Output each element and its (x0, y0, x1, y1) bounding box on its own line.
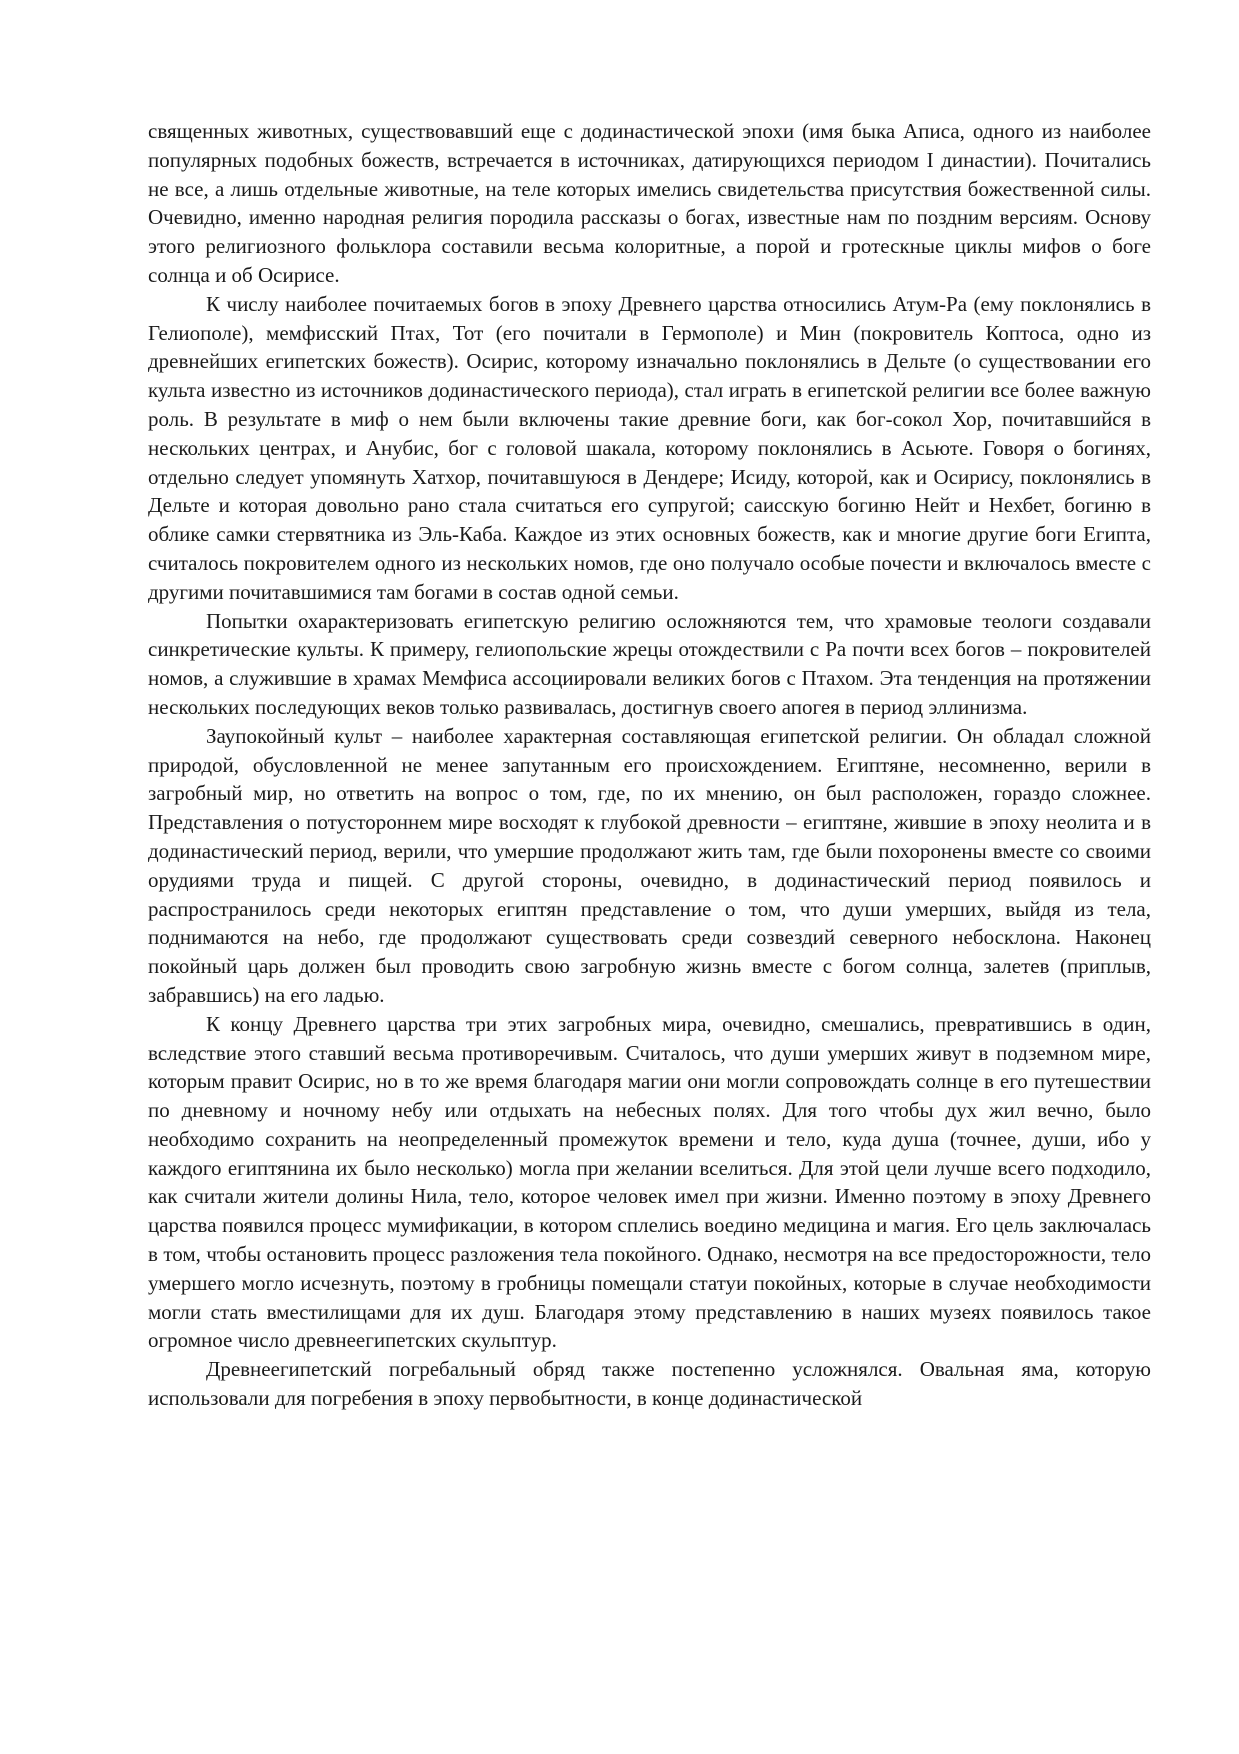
paragraph-3: Попытки охарактеризовать египетскую религию осложняются тем, что храмовые теологи создавали синкретические культы. К примеру, гелиопольские жрецы отождествили с Ра почти всех богов – покровителей номов, а служившие в храмах Мемфиса ассоциировали великих богов с Птахом. Эта тенденция на протяжении нескольких последующих веков только развивалась, достигнув своего апогея в период эллинизма. (148, 608, 1151, 719)
paragraph-6: Древнеегипетский погребальный обряд также постепенно усложнялся. Овальная яма, которую использовали для погребения в эпоху первобытности, в конце додинастической (148, 1357, 1151, 1411)
paragraph-2: К числу наиболее почитаемых богов в эпоху Древнего царства относились Атум-Ра (ему поклонялись в Гелиополе), мемфисский Птах, Тот (его почитали в Гермополе) и Мин (покровитель Коптоса, одно из древнейших египетских божеств). Осирис, которому изначально поклонялись в Дельте (о существовании его культа известно из источников додинастического периода), стал играть в египетской религии все более важную роль. В результате в миф о нем были включены такие древние боги, как бог-сокол Хор, почитавшийся в нескольких центрах, и Анубис, бог с головой шакала, которому поклонялись в Асьюте. Говоря о богинях, отдельно следует упомянуть Хатхор, почитавшуюся в Дендере; Исиду, которой, как и Осирису, поклонялись в Дельте и которая довольно рано стала считаться его супругой; саисскую богиню Нейт и Нехбет, богиню в облике самки стервятника из Эль-Каба. Каждое из этих основных божеств, как и многие другие боги Египта, считалось покровителем одного из нескольких номов, где оно получало особые почести и включалось вместе с другими почитавшимися там богами в состав одной семьи. (148, 291, 1151, 604)
paragraph-1: священных животных, существовавший еще с додинастической эпохи (имя быка Аписа, одного из наиболее популярных подобных божеств, встречается в источниках, датирующихся периодом I династии). Почитались не все, а лишь отдельные животные, на теле которых имелись свидетельства присутствия божественной силы. Очевидно, именно народная религия породила рассказы о богах, известные нам по поздним версиям. Основу этого религиозного фольклора составили весьма колоритные, а порой и гротескные циклы мифов о боге солнца и об Осирисе. (148, 119, 1151, 287)
paragraph-4: Заупокойный культ – наиболее характерная составляющая египетской религии. Он обладал сложной природой, обусловленной не менее запутанным его происхождением. Египтяне, несомненно, верили в загробный мир, но ответить на вопрос о том, где, по их мнению, он был расположен, гораздо сложнее. Представления о потустороннем мире восходят к глубокой древности – египтяне, жившие в эпоху неолита и в додинастический период, верили, что умершие продолжают жить там, где были похоронены вместе со своими орудиями труда и пищей. С другой стороны, очевидно, в додинастический период появилось и распространилось среди некоторых египтян представление о том, что души умерших, выйдя из тела, поднимаются на небо, где продолжают существовать среди созвездий северного небосклона. Наконец покойный царь должен был проводить свою загробную жизнь вместе с богом солнца, залетев (приплыв, забравшись) на его ладью. (148, 723, 1151, 1007)
paragraph-5: К концу Древнего царства три этих загробных мира, очевидно, смешались, превратившись в один, вследствие этого ставший весьма противоречивым. Считалось, что души умерших живут в подземном мире, которым правит Осирис, но в то же время благодаря магии они могли сопровождать солнце в его путешествии по дневному и ночному небу или отдыхать на небесных полях. Для того чтобы дух жил вечно, было необходимо сохранить на неопределенный промежуток времени и тело, куда душа (точнее, души, ибо у каждого египтянина их было несколько) могла при желании вселиться. Для этой цели лучше всего подходило, как считали жители долины Нила, тело, которое человек имел при жизни. Именно поэтому в эпоху Древнего царства появился процесс мумификации, в котором сплелись воедино медицина и магия. Его цель заключалась в том, чтобы остановить процесс разложения тела покойного. Однако, несмотря на все предосторожности, тело умершего могло исчезнуть, поэтому в гробницы помещали статуи покойных, которые в случае необходимости могли стать вместилищами для их душ. Благодаря этому представлению в наших музеях появилось такое огромное число древнеегипетских скульптур. (148, 1011, 1151, 1353)
document-page (148, 117, 1151, 1413)
